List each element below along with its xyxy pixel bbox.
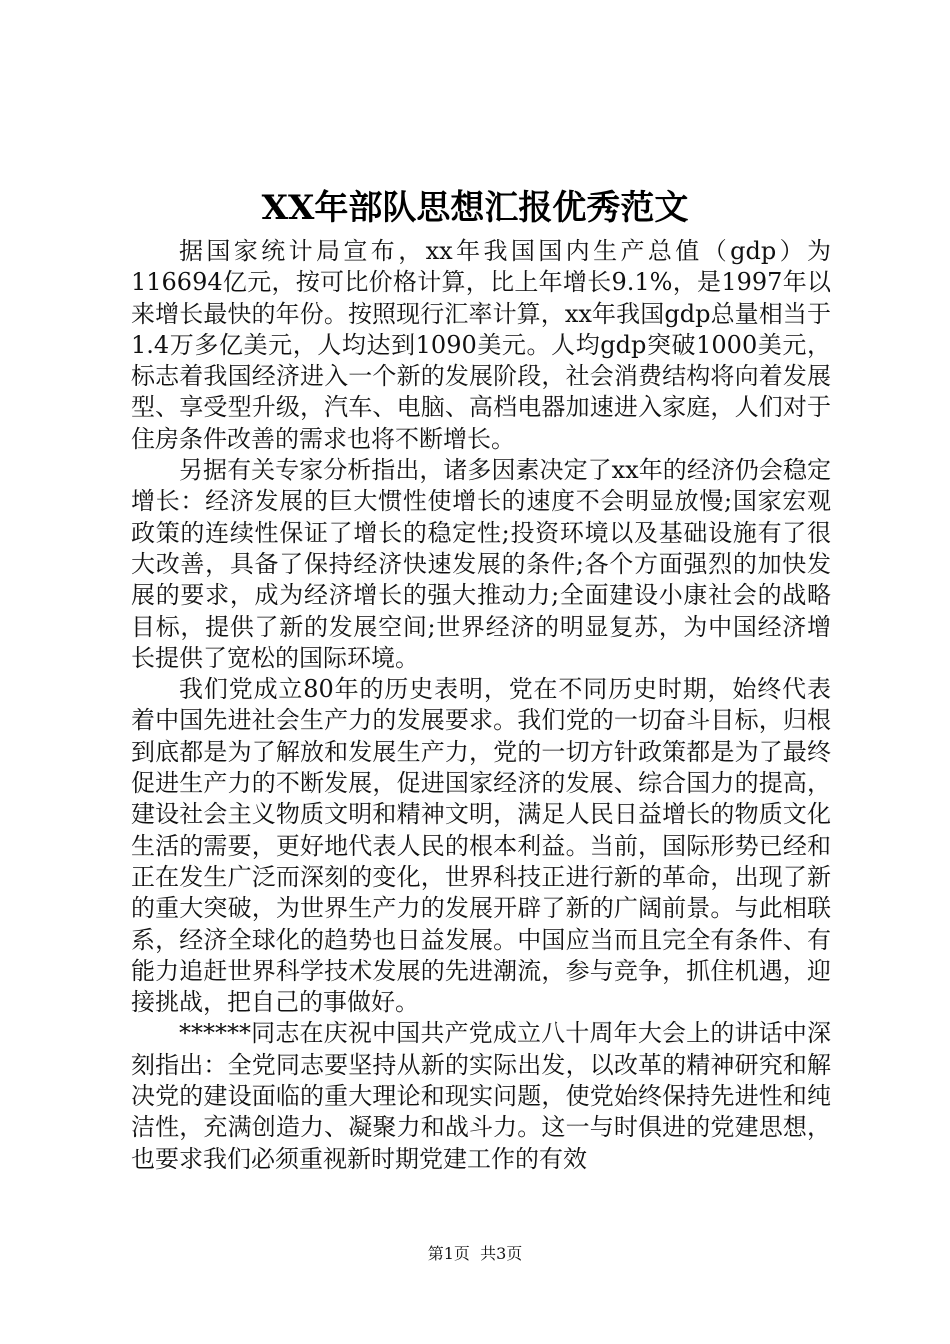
page-total: 共3页 (480, 1244, 523, 1263)
page-footer (0, 1244, 950, 1264)
document-title: XX年部队思想汇报优秀范文 (261, 188, 689, 228)
paragraph-1: 据国家统计局宣布，xx年我国国内生产总值（gdp）为116694亿元，按可比价格计算，比上年增长9.1%，是1997年以来增长最快的年份。按照现行汇率计算，xx年我国gdp总量相当于1.4万多亿美元，人均达到1090美元。人均gdp突破1000美元，标志着我国经济进入一个新的发展阶段，社会消费结构将向着发展型、享受型升级，汽车、电脑、高档电器加速进入家庭，人们对于住房条件改善的需求也将不断增长。 (131, 237, 831, 453)
paragraph-3: 我们党成立80年的历史表明，党在不同历史时期，始终代表着中国先进社会生产力的发展要求。我们党的一切奋斗目标，归根到底都是为了解放和发展生产力，党的一切方针政策都是为了最终促进生产力的不断发展，促进国家经济的发展、综合国力的提高，建设社会主义物质文明和精神文明，满足人民日益增长的物质文化生活的需要，更好地代表人民的根本利益。当前，国际形势已经和正在发生广泛而深刻的变化，世界科技正进行新的革命，出现了新的重大突破，为世界生产力的发展开辟了新的广阔前景。与此相联系，经济全球化的趋势也日益发展。中国应当而且完全有条件、有能力追赶世界科学技术发展的先进潮流，参与竞争，抓住机遇，迎接挑战，把自己的事做好。 (131, 675, 831, 1017)
document-body (131, 236, 831, 1175)
page-number: 第1页 (427, 1244, 470, 1263)
paragraph-2: 另据有关专家分析指出，诸多因素决定了xx年的经济仍会稳定增长：经济发展的巨大惯性使增长的速度不会明显放慢;国家宏观政策的连续性保证了增长的稳定性;投资环境以及基础设施有了很大改善，具备了保持经济快速发展的条件;各个方面强烈的加快发展的要求，成为经济增长的强大推动力;全面建设小康社会的战略目标，提供了新的发展空间;世界经济的明显复苏，为中国经济增长提供了宽松的国际环境。 (131, 456, 831, 672)
paragraph-4: ******同志在庆祝中国共产党成立八十周年大会上的讲话中深刻指出：全党同志要坚持从新的实际出发，以改革的精神研究和解决党的建设面临的重大理论和现实问题，使党始终保持先进性和纯洁性，充满创造力、凝聚力和战斗力。这一与时俱进的党建思想，也要求我们必须重视新时期党建工作的有效 (131, 1019, 831, 1173)
footer-spacer (470, 1244, 480, 1263)
